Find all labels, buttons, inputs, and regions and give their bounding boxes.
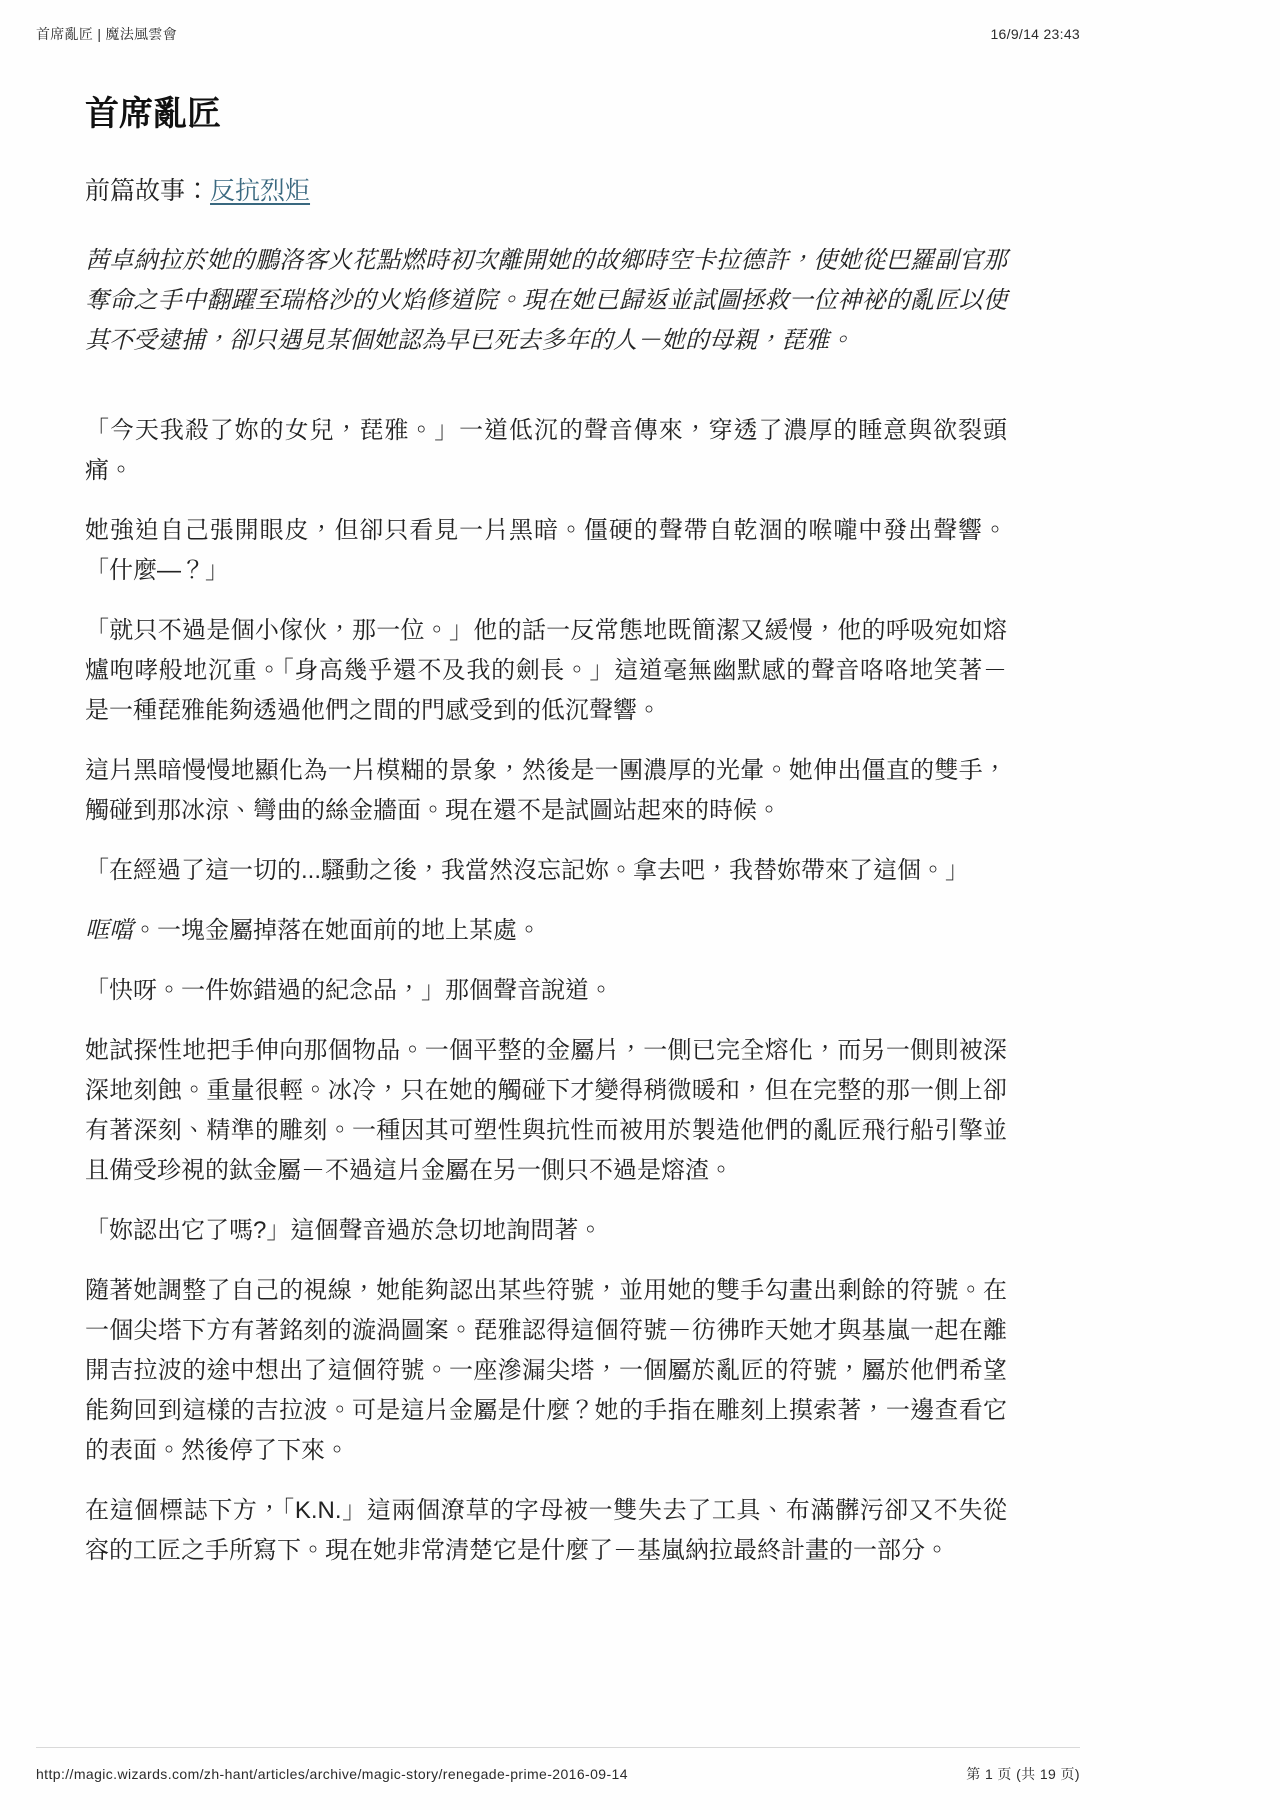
- story-paragraph: 「就只不過是個小傢伙，那一位。」他的話一反常態地既簡潔又緩慢，他的呼吸宛如熔爐咆哮般地沉重。「身高幾乎還不及我的劍長。」這道毫無幽默感的聲音咯咯地笑著－是一種琵雅能夠透過他們之間的門感受到的低沉聲響。: [85, 617, 1007, 724]
- story-paragraph: 在這個標誌下方，「K.N.」這兩個潦草的字母被一雙失去了工具、布滿髒污卻又不失從容的工匠之手所寫下。現在她非常清楚它是什麼了－基嵐納拉最終計畫的一部分。: [85, 1497, 1007, 1564]
- story-paragraph: 她試探性地把手伸向那個物品。一個平整的金屬片，一側已完全熔化，而另一側則被深深地刻蝕。重量很輕。冰冷，只在她的觸碰下才變得稍微暖和，但在完整的那一側上卻有著深刻、精準的雕刻。一種因其可塑性與抗性而被用於製造他們的亂匠飛行船引擎並且備受珍視的鈦金屬－不過這片金屬在另一側只不過是熔渣。: [85, 1037, 1007, 1184]
- prequel-line: [85, 171, 1007, 207]
- story-paragraph-text: 。一塊金屬掉落在她面前的地上某處。: [133, 917, 541, 944]
- article-content: [85, 86, 1007, 1591]
- prequel-link[interactable]: 反抗烈炬: [210, 177, 311, 205]
- print-header-title: 首席亂匠 | 魔法風雲會: [36, 26, 178, 42]
- intro-paragraph: 茜卓納拉於她的鵬洛客火花點燃時初次離開她的故鄉時空卡拉德許，使她從巴羅副官那奪命之手中翻躍至瑞格沙的火焰修道院。現在她已歸返並試圖拯救一位神祕的亂匠以使其不受逮捕，卻只遇見某個她認為早已死去多年的人－她的母親，琵雅。: [85, 247, 1007, 354]
- prequel-label: 前篇故事：: [85, 177, 211, 205]
- print-footer-page: 第 1 页 (共 19 页): [966, 1766, 1080, 1782]
- story-paragraph: 「今天我殺了妳的女兒，琵雅。」一道低沉的聲音傳來，穿透了濃厚的睡意與欲裂頭痛。: [85, 417, 1007, 484]
- story-paragraph: 「在經過了這一切的...騷動之後，我當然沒忘記妳。拿去吧，我替妳帶來了這個。」: [85, 857, 970, 884]
- print-header: [36, 24, 1080, 44]
- page-title: 首席亂匠: [85, 95, 221, 133]
- story-paragraph: 這片黑暗慢慢地顯化為一片模糊的景象，然後是一團濃厚的光暈。她伸出僵直的雙手，觸碰到那冰涼、彎曲的絲金牆面。現在還不是試圖站起來的時候。: [85, 757, 1007, 824]
- print-header-timestamp: 16/9/14 23:43: [990, 26, 1080, 42]
- story-paragraph: [85, 911, 1007, 951]
- story-paragraph: 「妳認出它了嗎?」這個聲音過於急切地詢問著。: [85, 1217, 603, 1244]
- onomatopoeia-text: 哐噹: [85, 917, 133, 944]
- print-footer-url: http://magic.wizards.com/zh-hant/articles/archive/magic-story/renegade-prime-2016-09-14: [36, 1766, 628, 1782]
- print-footer: [36, 1747, 1080, 1784]
- story-paragraph: 隨著她調整了自己的視線，她能夠認出某些符號，並用她的雙手勾畫出剩餘的符號。在一個尖塔下方有著銘刻的漩渦圖案。琵雅認得這個符號－彷彿昨天她才與基嵐一起在離開吉拉波的途中想出了這個符號。一座滲漏尖塔，一個屬於亂匠的符號，屬於他們希望能夠回到這樣的吉拉波。可是這片金屬是什麼？她的手指在雕刻上摸索著，一邊查看它的表面。然後停了下來。: [85, 1277, 1007, 1464]
- story-paragraph: 「快呀。一件妳錯過的紀念品，」那個聲音說道。: [85, 977, 613, 1004]
- story-paragraph: 她強迫自己張開眼皮，但卻只看見一片黑暗。僵硬的聲帶自乾涸的喉嚨中發出聲響。「什麼—？」: [85, 517, 1007, 584]
